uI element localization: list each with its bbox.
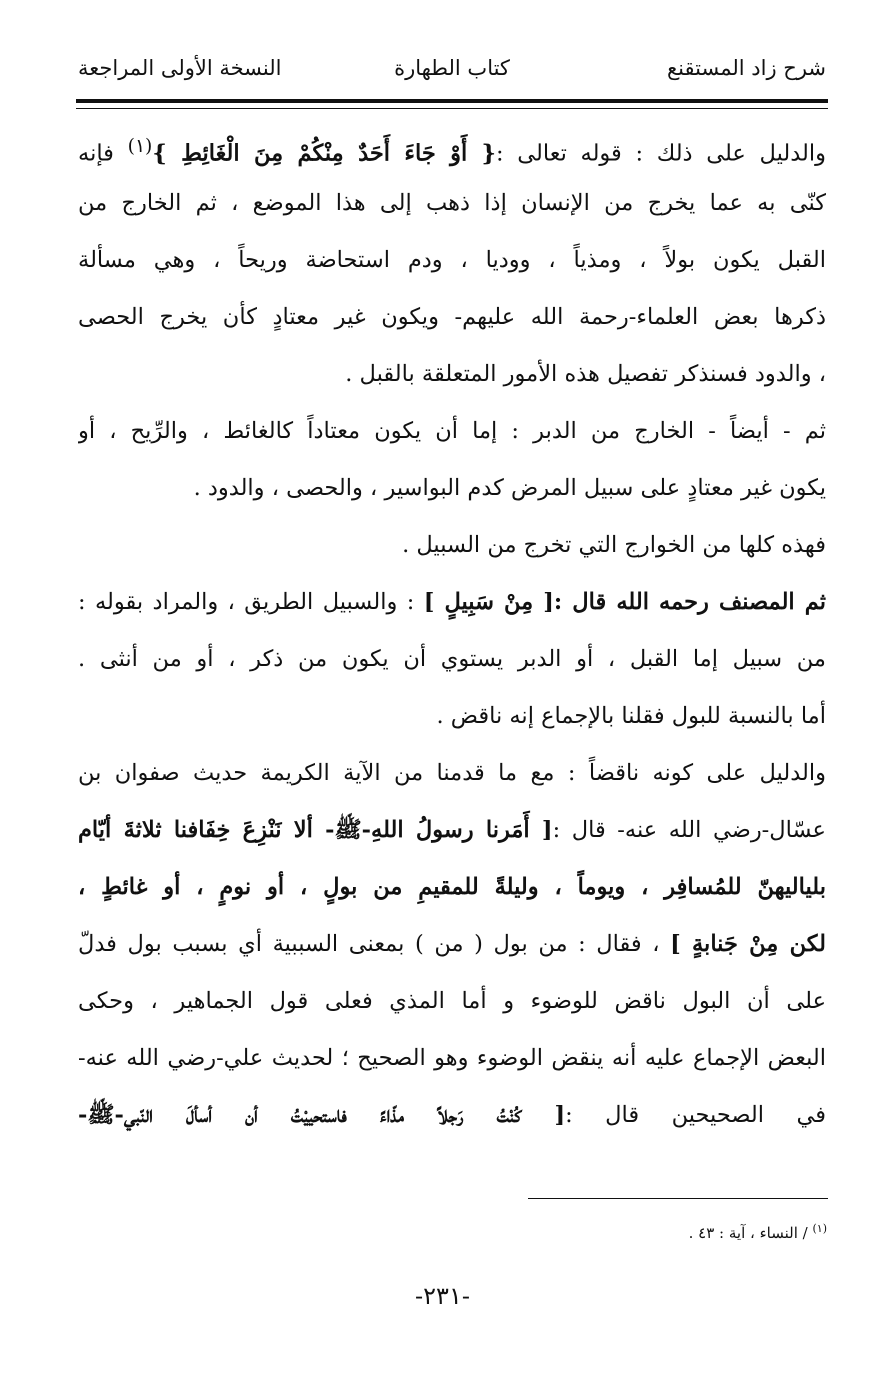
edition-note: النسخة الأولى المراجعة [78,56,282,80]
footnote-text: / النساء ، آية : ٤٣ . [688,1224,813,1242]
hadith-quote: [ كُنْتُ رَجلاً مذّاءً فاستحييْتُ أن أسألَ النّبي-ﷺ- [78,1102,566,1128]
text-line [78,802,826,859]
text-segment: في الصحيحين قال : [565,1102,826,1128]
text-line: فهذه كلها من الخوارج التي تخرج من السبيل . [402,532,826,558]
chapter-title: كتاب الطهارة [394,56,510,80]
text-segment: فإنه [78,140,128,167]
book-title: شرح زاد المستقنع [667,56,826,80]
main-text [78,118,826,1144]
text-line: كنّى به عما يخرج من الإنسان إذا ذهب إلى هذا الموضع ، ثم الخارج من [78,190,826,216]
author-quote-intro: ثم المصنف رحمه الله قال : [553,589,826,615]
text-line: ثم - أيضاً - الخارج من الدبر : إما أن يكون معتاداً كالغائط ، والرِّيح ، أو [78,418,826,444]
text-segment: عسّال-رضي الله عنه- قال : [552,817,826,843]
footnote-marker: (١) [812,1222,827,1235]
text-segment: والدليل على ذلك : قوله تعالى : [496,140,826,167]
text-line: أما بالنسبة للبول فقلنا بالإجماع إنه ناقض . [436,703,826,729]
text-line [78,916,826,973]
text-line: القبل يكون بولاً ، ومذياً ، ووديا ، ودم استحاضة وريحاً ، وهي مسألة [78,247,826,273]
footnote [689,1222,827,1242]
footnote-ref[interactable]: (١) [127,136,153,157]
text-line: والدليل على كونه ناقضاً : مع ما قدمنا من الآية الكريمة حديث صفوان بن [78,760,826,786]
text-line: يكون غير معتادٍ على سبيل المرض كدم البواسير ، والحصى ، والدود . [193,475,826,501]
text-segment: ، فقال : من بول ( من ) بمعنى السببية أي بسبب بول فدلّ [78,931,671,957]
text-line [78,859,826,916]
text-segment: : والسبيل الطريق ، والمراد بقوله : [78,589,424,615]
text-line [78,1087,826,1144]
text-line [78,574,826,631]
text-line: على أن البول ناقض للوضوء و أما المذي فعلى قول الجماهير ، وحكى [78,988,826,1014]
text-line: البعض الإجماع عليه أنه ينقض الوضوء وهو الصحيح ؛ لحديث علي-رضي الله عنه- [78,1045,826,1071]
text-line [78,118,826,175]
hadith-quote: [ أَمَرنا رسولُ اللهِ-ﷺ- ألا نَنْزِعَ خِفَافنا ثلاثةَ أيّام [78,817,553,843]
matn-quote: [ مِنْ سَبِيلٍ ] [423,589,554,615]
running-header [78,56,826,92]
text-line: ذكرها بعض العلماء-رحمة الله عليهم- ويكون غير معتادٍ كأن يخرج الحصى [78,304,826,330]
header-rule-thin [76,108,828,109]
text-line: من سبيل إما القبل ، أو الدبر يستوي أن يكون من ذكر ، أو من أنثى . [78,646,826,672]
footnote-rule [528,1198,828,1199]
hadith-quote: لكن مِنْ جَنابةٍ ] [670,931,826,957]
header-rule-thick [76,99,828,103]
page-number: -٢٣١- [415,1282,470,1310]
quran-verse: { أَوْ جَاءَ أَحَدٌ مِنْكُمْ مِنَ الْغَائِطِ } [152,140,497,167]
hadith-quote: بلياليهنّ للمُسافِر ، ويوماً ، وليلةً للمقيمِ من بولٍ ، أو نومٍ ، أو غائطٍ ، [78,874,826,900]
text-line: ، والدود فسنذكر تفصيل هذه الأمور المتعلقة بالقبل . [345,361,826,387]
